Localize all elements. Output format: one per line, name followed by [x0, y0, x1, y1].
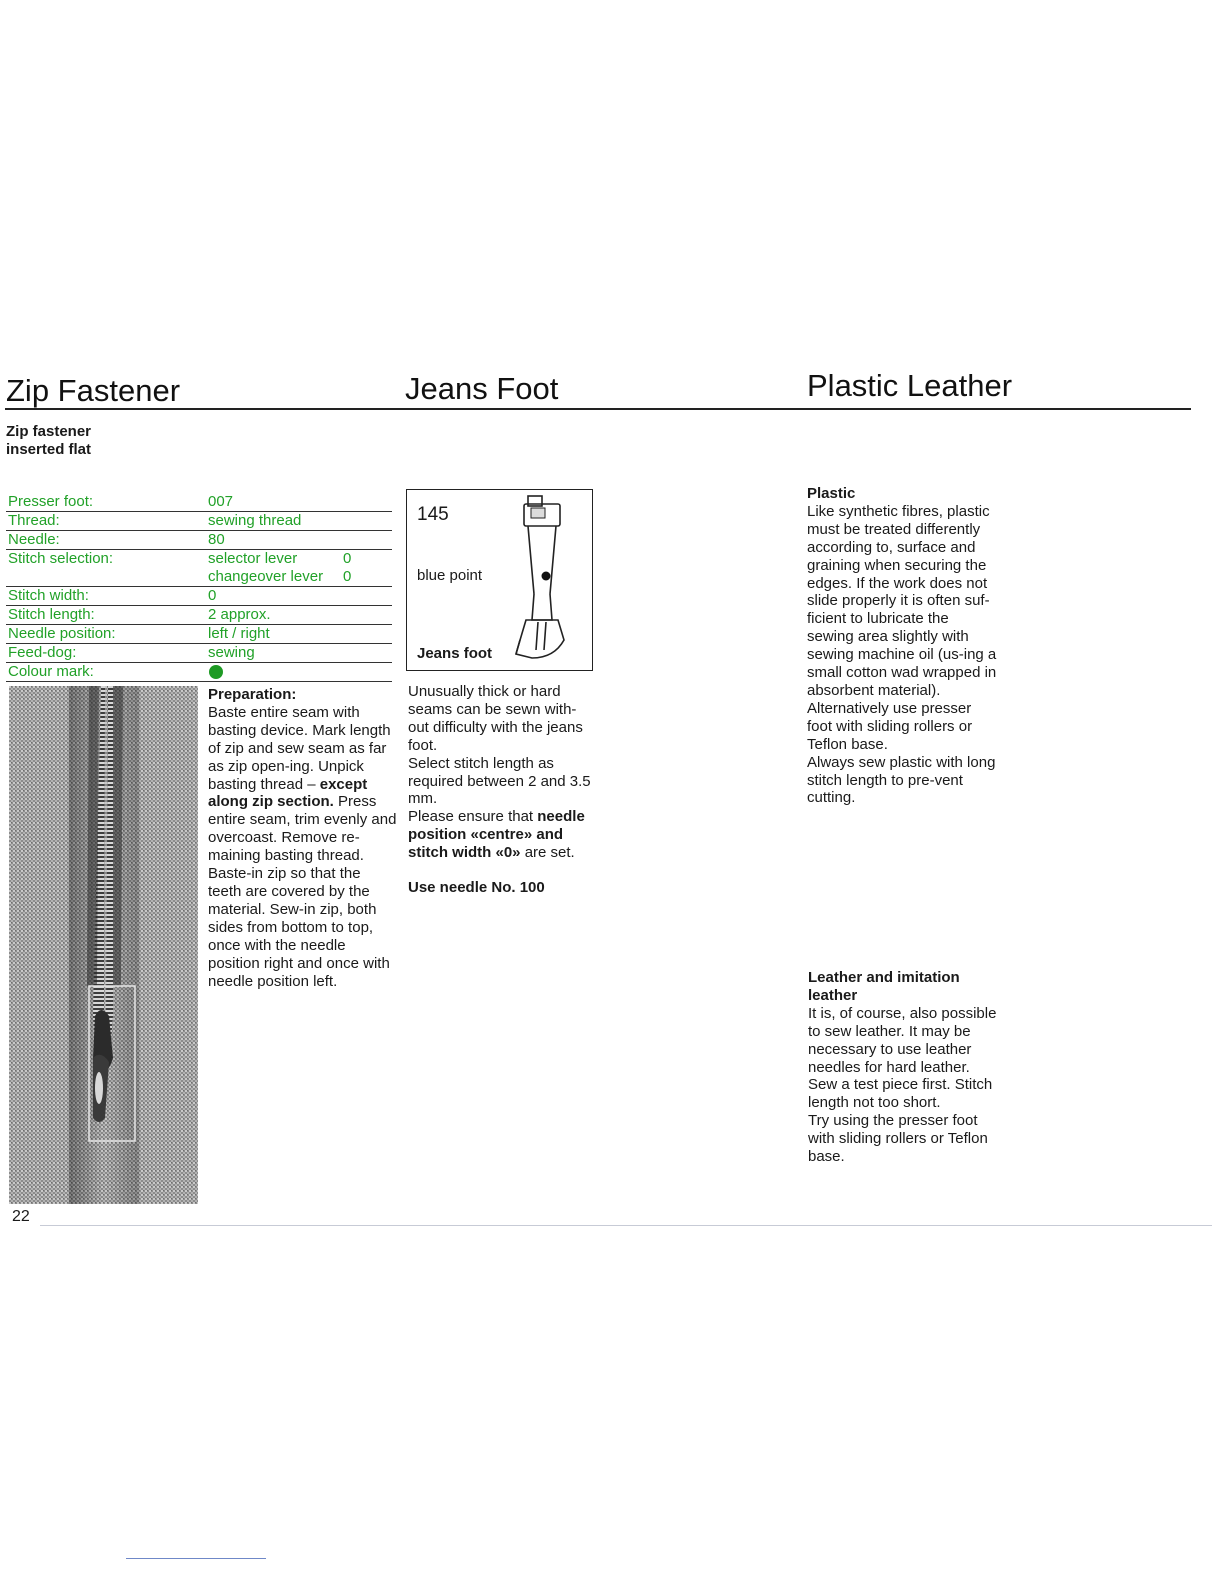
jeans-text — [408, 683, 596, 897]
preparation-text-1: Baste entire seam with basting device. Mark length of zip and sew seam as far as zip open-ing. Unpick basting thread – — [208, 703, 391, 793]
setting-label: Needle: — [8, 531, 60, 548]
setting-label: Needle position: — [8, 625, 116, 642]
setting-feed-dog — [6, 644, 392, 663]
setting-needle — [6, 531, 392, 550]
jeans-foot-box — [406, 489, 593, 671]
setting-value: selector lever — [208, 550, 298, 567]
footer-rule — [40, 1225, 1212, 1226]
setting-stitch-width — [6, 587, 392, 606]
plastic-body: Like synthetic fibres, plastic must be treated differently according to, surface and graining when securing the edges. If the work does not slide properly it is often suf-ficient to lubricate the sewing area slightly with sewing machine oil (us-ing a small cotton wad wrapped in absorbent material). Alternatively use presser foot with sliding rollers or Teflon base. — [807, 502, 997, 753]
setting-stitch-selection-2 — [6, 568, 392, 587]
setting-stitch-selection — [6, 550, 392, 568]
zip-subtitle-line-1: Zip fastener — [6, 423, 92, 440]
preparation-text — [208, 686, 398, 990]
setting-value: sewing — [208, 644, 255, 661]
preparation-title: Preparation: — [208, 686, 297, 703]
jeans-text-1: Unusually thick or hard seams can be sewn with-out difficulty with the jeans foot. — [408, 683, 583, 754]
needle-note: Use needle No. 100 — [408, 879, 545, 897]
setting-label: Stitch width: — [8, 587, 89, 604]
setting-value: 2 approx. — [208, 606, 271, 623]
setting-value: left / right — [208, 625, 270, 642]
setting-label: Stitch length: — [8, 606, 95, 623]
foot-mark: blue point — [417, 567, 483, 584]
leather-text — [808, 969, 998, 1166]
page-number: 22 — [12, 1208, 30, 1225]
setting-value: sewing thread — [208, 512, 302, 529]
setting-needle-position — [6, 625, 392, 644]
setting-label: Stitch selection: — [8, 550, 114, 567]
header-zip-fastener: Zip Fastener — [6, 373, 181, 408]
setting-label: Feed-dog: — [8, 644, 77, 661]
setting-stitch-length — [6, 606, 392, 625]
setting-presser-foot — [6, 493, 392, 512]
jeans-text-3c: are set. — [524, 844, 575, 862]
setting-value: 80 — [208, 531, 225, 548]
setting-label: Presser foot: — [8, 493, 94, 510]
preparation-bold: except along zip section. — [208, 775, 368, 811]
footer-blue-rule — [126, 1558, 266, 1559]
plastic-title: Plastic — [807, 485, 856, 502]
leather-body-1: It is, of course, also possible to sew leather. It may be necessary to use leather needles for hard leather. — [808, 1004, 997, 1076]
jeans-text-3a: Please ensure that — [408, 808, 534, 826]
setting-value: 007 — [208, 493, 234, 510]
header-jeans-foot: Jeans Foot — [405, 371, 559, 406]
setting-label: Colour mark: — [8, 663, 94, 680]
setting-number: 0 — [343, 568, 352, 585]
leather-title: Leather and imitation leather — [808, 969, 960, 1004]
setting-thread — [6, 512, 392, 531]
settings-table — [6, 493, 392, 682]
setting-label: Thread: — [8, 512, 60, 529]
header-rule — [5, 408, 1191, 410]
zip-subtitle-line-2: inserted flat — [6, 441, 92, 458]
setting-colour-mark — [6, 663, 392, 682]
plastic-body-2: Always sew plastic with long stitch length to pre-vent cutting. — [807, 753, 996, 807]
foot-number: 145 — [417, 504, 449, 525]
zip-subtitle — [6, 423, 206, 459]
preparation-text-2: Press entire seam, trim evenly and overcoast. Remove re-maining basting thread. Baste-in zip so that the teeth are covered by the material. Sew-in zip, both sides from bottom to top, once with the needle position right and once with needle position left. — [208, 793, 397, 990]
setting-value: changeover lever — [208, 568, 324, 585]
leather-body-2: Sew a test piece first. Stitch length not too short. — [808, 1076, 993, 1112]
zip-fastener-photo — [9, 686, 198, 1204]
leather-body-3: Try using the presser foot with sliding rollers or Teflon base. — [808, 1112, 988, 1166]
jeans-text-3b: needle position «centre» and stitch width «0» — [408, 808, 585, 862]
colour-mark-dot — [209, 665, 223, 679]
setting-value: 0 — [208, 587, 217, 604]
foot-name: Jeans foot — [417, 645, 493, 662]
presser-foot-icon — [502, 490, 592, 670]
setting-number: 0 — [343, 550, 352, 567]
plastic-text — [807, 485, 997, 807]
jeans-text-2: Select stitch length as required between 2 and 3.5 mm. — [408, 754, 591, 808]
header-plastic-leather: Plastic Leather — [807, 368, 1013, 403]
